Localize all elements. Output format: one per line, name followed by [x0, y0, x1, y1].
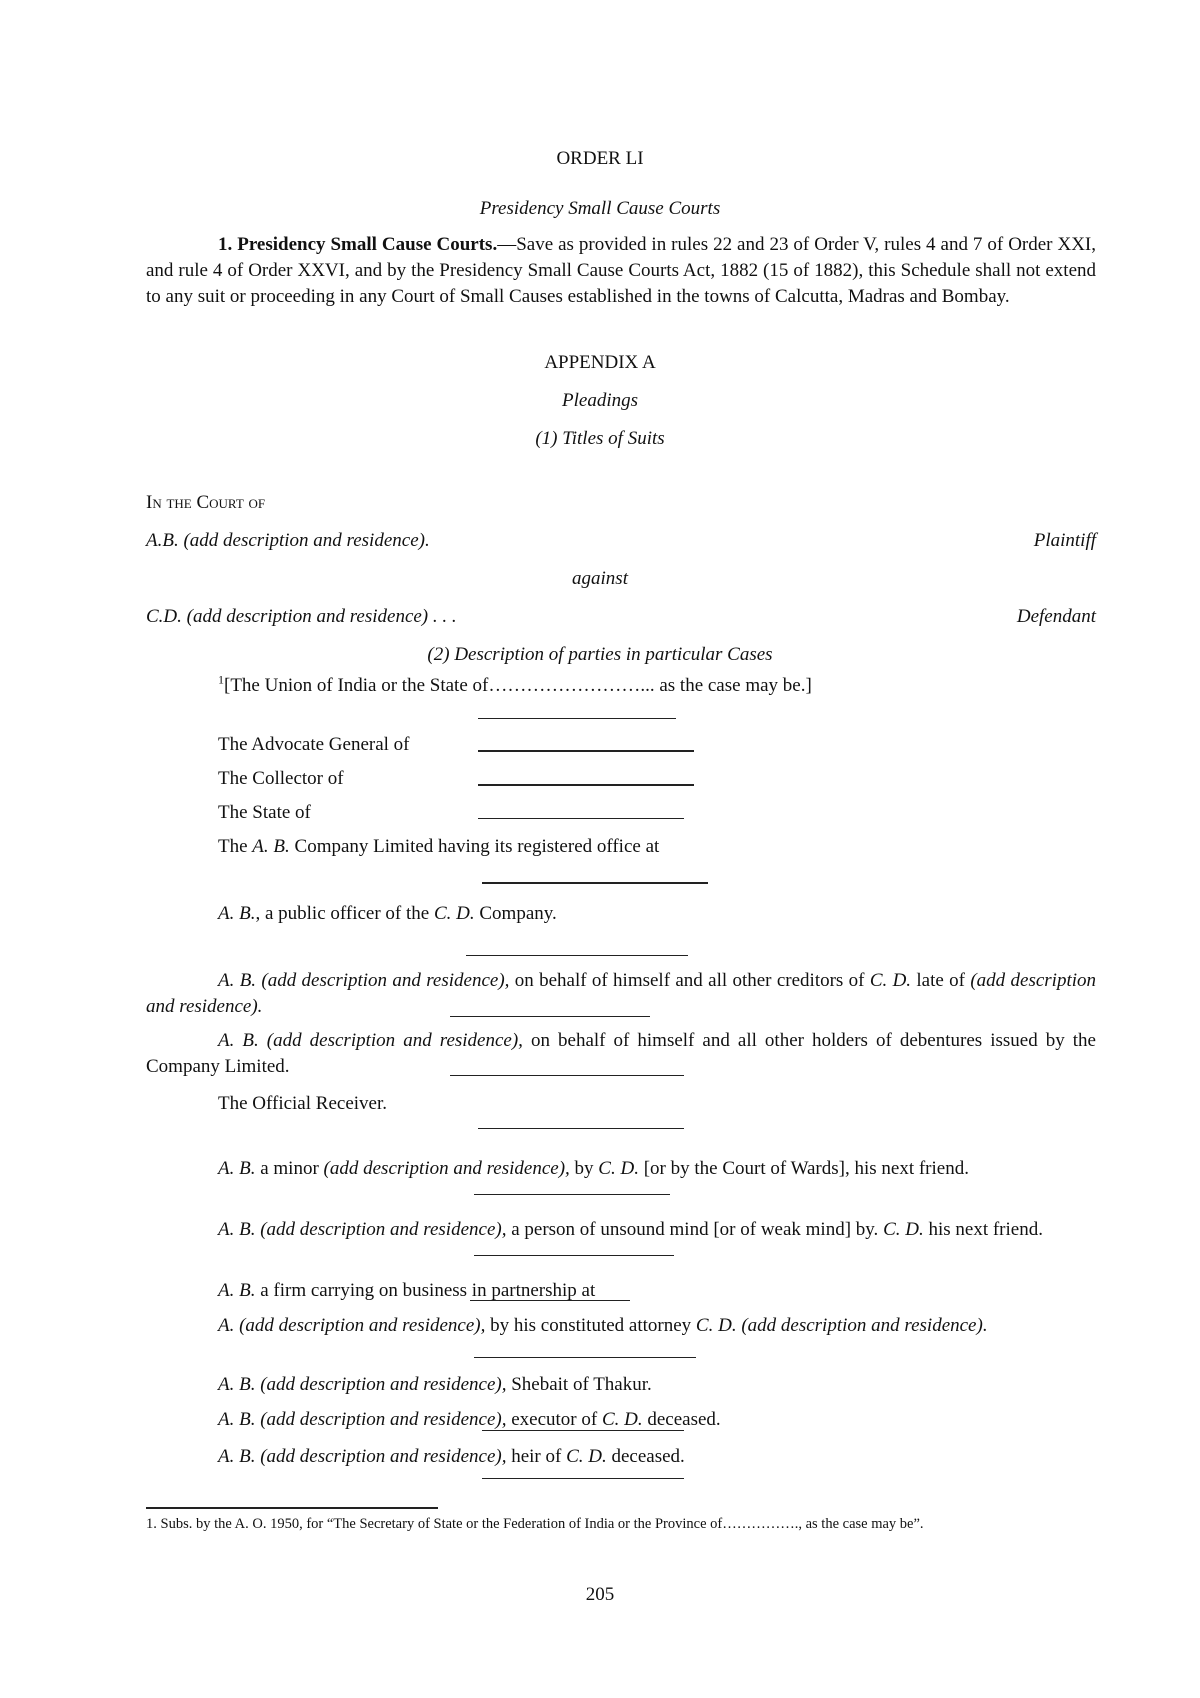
appendix-subheading: Pleadings [562, 390, 638, 411]
union-line [218, 674, 812, 698]
creditors-name: A. B. [218, 970, 257, 991]
blank-line [482, 1478, 684, 1479]
defendant-line: C.D. (add description and residence) . . . [146, 606, 457, 627]
plaintiff-line: A.B. (add description and residence). [146, 530, 430, 551]
shebait-name: A. B. [218, 1374, 256, 1395]
officer-post: Company. [474, 903, 557, 924]
official-receiver-line: The Official Receiver. [218, 1093, 387, 1114]
shebait-desc: (add description and residence), [255, 1374, 507, 1395]
executor-desc: (add description and residence), [255, 1409, 507, 1430]
attorney-name: C. D. [695, 1315, 737, 1336]
minor-mid: a minor [255, 1158, 324, 1179]
minor-name: A. B. [218, 1158, 256, 1179]
order-subheading: Presidency Small Cause Courts [479, 198, 721, 219]
shebait-post: Shebait of Thakur. [506, 1374, 652, 1395]
company-post: Company Limited having its registered office at [289, 836, 660, 857]
debentures-paragraph [146, 1028, 1096, 1080]
unsound-desc: (add description and residence), [255, 1219, 507, 1240]
blank-line [478, 750, 694, 752]
minor-friend: C. D. [598, 1158, 639, 1179]
blank-line [466, 955, 688, 956]
attorney-desc: (add description and residence), [234, 1315, 486, 1336]
executor-mid: executor of [506, 1409, 602, 1430]
blank-line [478, 718, 676, 719]
heir-deceased: C. D. [566, 1446, 607, 1467]
minor-post: [or by the Court of Wards], his next friend. [638, 1158, 969, 1179]
rule-1-text: —Save as provided in rules 22 and 23 of Order V, rules 4 and 7 of Order XXI, and rule 4 of Order XXVI, and by the Presidency Small Cause Courts Act, 1882 (15 of 1882), this Schedule shall not extend to any suit or proceeding in any Court of Small Causes established in the towns of Calcutta, Madras and Bombay. [146, 234, 1097, 307]
minor-paragraph [146, 1156, 1096, 1182]
firm-post: a firm carrying on business in partnership at [255, 1280, 596, 1301]
debentures-name: A. B. [218, 1030, 259, 1051]
blank-line [450, 1016, 650, 1017]
state-line: The State of [218, 802, 311, 823]
union-text: [The Union of India or the State of……………………... as the case may be.] [224, 675, 812, 696]
unsound-name: A. B. [218, 1219, 256, 1240]
public-officer-line [218, 902, 557, 926]
order-heading: ORDER LI [556, 148, 644, 169]
footnote-marker: 1 [218, 672, 224, 687]
against-label: against [572, 568, 628, 589]
footnote-separator [146, 1507, 438, 1509]
appendix-heading: APPENDIX A [544, 352, 656, 373]
unsound-post: his next friend. [923, 1219, 1043, 1240]
court-line: In the Court of [146, 492, 266, 513]
section-titles-of-suits: (1) Titles of Suits [535, 428, 665, 449]
unsound-mid: a person of unsound mind [or of weak mind] by. [506, 1219, 884, 1240]
rule-1-paragraph [146, 232, 1096, 310]
creditors-desc: (add description and residence), [256, 970, 510, 991]
executor-name: A. B. [218, 1409, 256, 1430]
attorney-paragraph [146, 1313, 1096, 1339]
debentures-post: on behalf of himself and all other holders of debentures issued by the Company Limited. [146, 1030, 1096, 1077]
blank-line [482, 882, 708, 884]
minor-desc: (add description and residence), [323, 1158, 570, 1179]
unsound-mind-paragraph [146, 1217, 1096, 1243]
shebait-line [218, 1373, 652, 1397]
blank-line [478, 818, 684, 819]
heir-post: deceased. [606, 1446, 685, 1467]
heir-desc: (add description and residence), [255, 1446, 507, 1467]
heir-name: A. B. [218, 1446, 256, 1467]
creditors-mid: on behalf of himself and all other creditors of [509, 970, 870, 991]
blank-line [482, 1430, 684, 1431]
officer-name: A. B. [218, 903, 256, 924]
plaintiff-label: Plaintiff [1033, 530, 1096, 551]
executor-deceased: C. D. [601, 1409, 643, 1430]
section-description-of-parties: (2) Description of parties in particular Cases [427, 644, 773, 665]
company-name: A. B. [252, 836, 290, 857]
page-number: 205 [585, 1584, 615, 1605]
advocate-general-line: The Advocate General of [218, 734, 410, 755]
creditors-tail: (add description and residence). [146, 970, 1096, 1017]
creditors-paragraph [146, 968, 1096, 1020]
officer-mid: , a public officer of the [255, 903, 434, 924]
officer-company: C. D. [433, 903, 475, 924]
firm-name: A. B. [218, 1280, 256, 1301]
debentures-desc: (add description and residence), [258, 1030, 523, 1051]
company-pre: The [218, 836, 253, 857]
rule-1-title: 1. Presidency Small Cause Courts. [218, 234, 498, 255]
unsound-friend: C. D. [883, 1219, 924, 1240]
blank-line [474, 1194, 670, 1195]
company-line [218, 835, 659, 859]
attorney-principal: A. [218, 1315, 235, 1336]
footnote: 1. Subs. by the A. O. 1950, for “The Secretary of State or the Federation of India or the Province of……………., as the case may be”. [146, 1516, 924, 1532]
blank-line [450, 1075, 684, 1076]
attorney-mid: by his constituted attorney [485, 1315, 696, 1336]
creditors-debtor: C. D. [869, 970, 912, 991]
blank-line [478, 784, 694, 786]
blank-line [470, 1300, 630, 1301]
executor-line [218, 1408, 721, 1432]
heir-mid: heir of [506, 1446, 567, 1467]
defendant-label: Defendant [1016, 606, 1096, 627]
minor-by: by [569, 1158, 599, 1179]
blank-line [474, 1357, 696, 1358]
blank-line [478, 1128, 684, 1129]
collector-line: The Collector of [218, 768, 344, 789]
creditors-post: late of [911, 970, 965, 991]
heir-line [218, 1445, 685, 1469]
executor-post: deceased. [642, 1409, 721, 1430]
attorney-tail: (add description and residence). [736, 1315, 988, 1336]
blank-line [474, 1255, 674, 1256]
